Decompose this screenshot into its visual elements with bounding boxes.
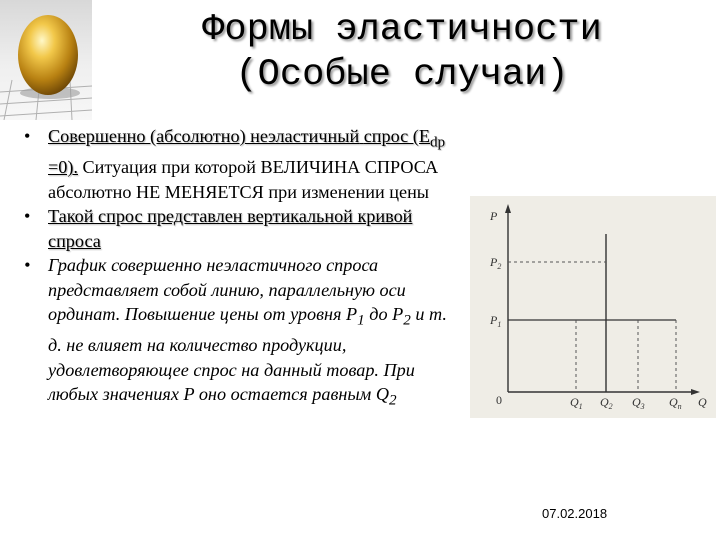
q1-label: $Q_1$ — [570, 395, 583, 411]
bullet-1-term-end: =0). — [48, 157, 78, 178]
bullet-3-sub-2: 2 — [403, 311, 411, 329]
slide-date: 07.02.2018 — [542, 506, 608, 521]
y-axis-label: P — [490, 209, 498, 223]
bullet-2-text: Такой спрос представлен вертикальной кривой спроса — [48, 206, 413, 251]
inelastic-demand-graph — [470, 196, 716, 418]
qn-label: $Q_n$ — [669, 395, 682, 411]
bullet-1-term-line-2: спрос (E — [363, 126, 430, 146]
bullet-item-3 — [24, 253, 464, 413]
slide-title — [118, 8, 686, 98]
bullet-3-text-1: График совершенно неэластичного спроса представляет собой линию, параллельную оси ординат. Повышение цены от уровня P — [48, 255, 406, 325]
q2-label: $Q_2$ — [600, 395, 613, 411]
bullet-1-term-line-1: Совершенно (абсолютно) неэластичный — [48, 126, 360, 146]
bullet-1-subscript: dp — [429, 133, 446, 151]
bullet-list — [24, 124, 464, 413]
q3-label: $Q_3$ — [632, 395, 645, 411]
x-axis-label: Q — [698, 395, 707, 409]
bullet-marker: • — [24, 206, 31, 227]
bullet-3-sub-1: 1 — [357, 311, 365, 329]
p2-label: $P_2$ — [490, 255, 502, 271]
bullet-item-1 — [24, 124, 464, 204]
graph-background — [470, 196, 716, 418]
bullet-1-text: Ситуация при которой ВЕЛИЧИНА СПРОСА абсолютно НЕ МЕНЯЕТСЯ при изменении цены — [48, 157, 439, 202]
bullet-3-sub-3: 2 — [388, 391, 397, 409]
bullet-marker: • — [24, 255, 31, 276]
slide-title-line-1: Формы эластичности — [202, 9, 602, 51]
bullet-3-text-3: и т. д. не влияет на количество продукции, удовлетворяющее спрос на данный товар. При любых значениях P оно остается равным Q — [48, 304, 447, 405]
bullet-marker: • — [24, 126, 31, 146]
bullet-item-2 — [24, 204, 464, 253]
origin-label: 0 — [496, 393, 502, 407]
p1-label: $P_1$ — [490, 313, 502, 329]
golden-egg-logo — [0, 0, 92, 120]
slide-title-line-2: (Особые случаи) — [235, 54, 569, 96]
bullet-3-text-2: до P — [364, 304, 404, 325]
golden-egg-icon — [0, 0, 92, 120]
